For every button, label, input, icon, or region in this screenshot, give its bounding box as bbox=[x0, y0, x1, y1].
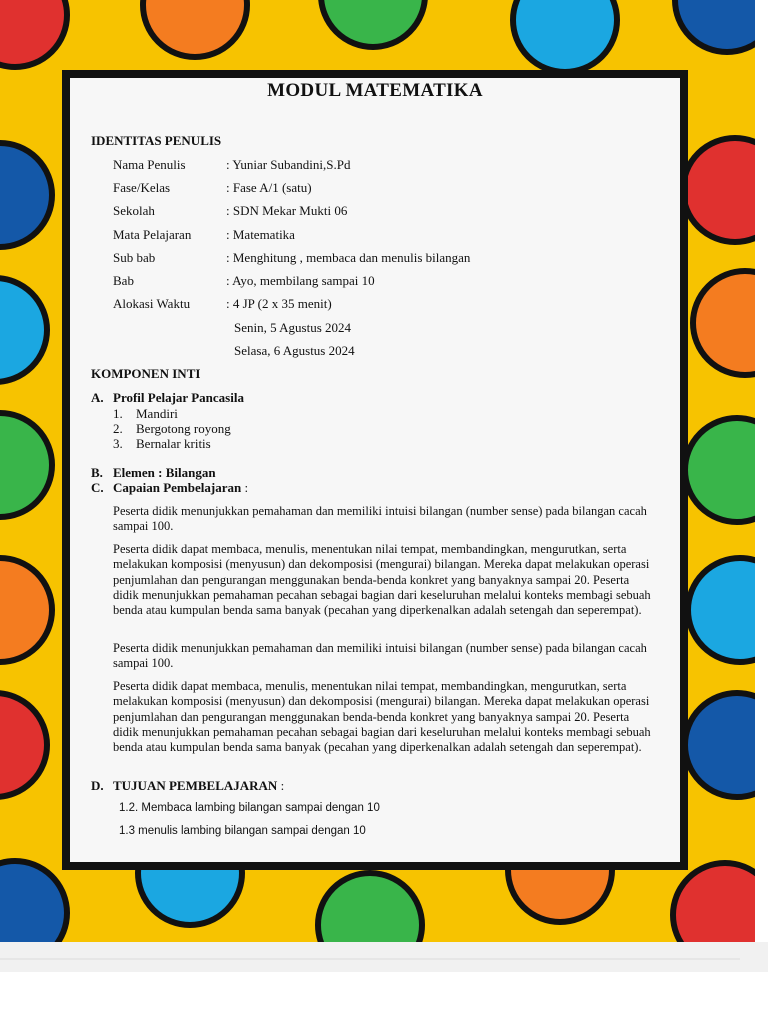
decorative-dot bbox=[680, 135, 755, 245]
identity-value: : 4 JP (2 x 35 menit) bbox=[226, 296, 332, 312]
decorative-dot bbox=[0, 690, 50, 800]
decorative-dot bbox=[690, 268, 755, 378]
section-title: Profil Pelajar Pancasila bbox=[113, 390, 244, 405]
identity-label: Sub bab bbox=[113, 249, 156, 265]
identity-label: Alokasi Waktu bbox=[113, 296, 191, 312]
decorative-dot bbox=[318, 0, 428, 50]
schedule-date: Selasa, 6 Agustus 2024 bbox=[234, 343, 355, 358]
decorative-dot bbox=[685, 555, 755, 665]
section-marker: C. bbox=[91, 480, 104, 495]
paragraph: Peserta didik dapat membaca, menulis, menentukan nilai tempat, membandingkan, mengurutkan, serta melakukan komposisi (menyusun) dan dekomposisi (mengurai) bilangan. Mereka dapat melakukan operasi penjumlahan dan pengurangan menggunakan benda-benda konkret yang banyaknya sampai 20. Peserta didik menunjukkan pemahaman pecahan sebagai bagian dari keseluruhan melalui konteks membagi sebuah benda atau kumpulan benda sama banyak (pecahan yang diperkenalkan adalah setengah dan seperempat). bbox=[113, 679, 651, 755]
section-suffix: : bbox=[277, 778, 285, 793]
decorative-dot bbox=[315, 870, 425, 942]
section-suffix: : bbox=[241, 480, 249, 495]
page-bottom-strip bbox=[0, 942, 768, 972]
identity-label: Sekolah bbox=[113, 203, 155, 219]
list-number: 2. bbox=[113, 421, 123, 436]
decorative-dot bbox=[672, 0, 755, 55]
document-page bbox=[62, 70, 688, 870]
identity-heading: IDENTITAS PENULIS bbox=[91, 133, 222, 148]
section-marker: A. bbox=[91, 390, 104, 405]
identity-label: Mata Pelajaran bbox=[113, 226, 192, 242]
decorative-dot bbox=[682, 690, 755, 800]
identity-label: Nama Penulis bbox=[113, 157, 186, 172]
decorative-dot bbox=[0, 275, 50, 385]
decorative-dot bbox=[0, 410, 55, 520]
decorative-dot bbox=[0, 858, 70, 942]
decorative-dot bbox=[670, 860, 755, 942]
paragraph: Peserta didik dapat membaca, menulis, menentukan nilai tempat, membandingkan, mengurutkan, serta melakukan komposisi (menyusun) dan dekomposisi (mengurai) bilangan. Mereka dapat melakukan operasi penjumlahan dan pengurangan menggunakan benda-benda konkret yang banyaknya sampai 20. Peserta didik menunjukkan pemahaman pecahan sebagai bagian dari keseluruhan melalui konteks membagi sebuah benda atau kumpulan benda sama banyak (pecahan yang diperkenalkan adalah setengah dan seperempat). bbox=[113, 542, 651, 618]
divider bbox=[0, 958, 740, 960]
identity-label: Fase/Kelas bbox=[113, 180, 171, 196]
page-title: MODUL MATEMATIKA bbox=[267, 80, 483, 101]
paragraph: Peserta didik menunjukkan pemahaman dan memiliki intuisi bilangan (number sense) pada bilangan cacah sampai 100. bbox=[113, 641, 647, 671]
learning-goal: 1.3 menulis lambing bilangan sampai dengan 10 bbox=[119, 825, 366, 837]
decorative-dot bbox=[140, 0, 250, 60]
section-d-heading bbox=[113, 778, 284, 794]
decorative-dot bbox=[0, 140, 55, 250]
decorative-dot bbox=[0, 0, 70, 70]
section-marker: B. bbox=[91, 465, 103, 480]
section-title: Elemen : Bilangan bbox=[113, 465, 216, 480]
decorative-dot bbox=[0, 555, 55, 665]
identity-value: : Matematika bbox=[226, 226, 295, 242]
identity-value: : Fase A/1 (satu) bbox=[226, 180, 312, 196]
schedule-date: Senin, 5 Agustus 2024 bbox=[234, 320, 352, 335]
identity-value: : Menghitung , membaca dan menulis bilangan bbox=[226, 249, 471, 265]
section-c-heading bbox=[113, 480, 248, 496]
section-title: TUJUAN PEMBELAJARAN bbox=[113, 778, 278, 793]
identity-value: : Yuniar Subandini,S.Pd bbox=[226, 157, 351, 172]
decorative-dot bbox=[682, 415, 755, 525]
learning-goal: 1.2. Membaca lambing bilangan sampai dengan 10 bbox=[119, 802, 380, 814]
decorative-dot bbox=[510, 0, 620, 75]
list-item: Mandiri bbox=[136, 406, 178, 421]
list-item: Bernalar kritis bbox=[136, 436, 211, 451]
section-marker: D. bbox=[91, 778, 104, 793]
list-item: Bergotong royong bbox=[136, 421, 231, 436]
list-number: 1. bbox=[113, 406, 123, 421]
identity-value: : SDN Mekar Mukti 06 bbox=[226, 203, 348, 219]
section-title: Capaian Pembelajaran bbox=[113, 480, 242, 495]
identity-label: Bab bbox=[113, 273, 134, 288]
core-heading: KOMPONEN INTI bbox=[91, 366, 201, 381]
list-number: 3. bbox=[113, 436, 123, 451]
paragraph: Peserta didik menunjukkan pemahaman dan memiliki intuisi bilangan (number sense) pada bilangan cacah sampai 100. bbox=[113, 504, 647, 534]
identity-value: : Ayo, membilang sampai 10 bbox=[226, 273, 375, 288]
